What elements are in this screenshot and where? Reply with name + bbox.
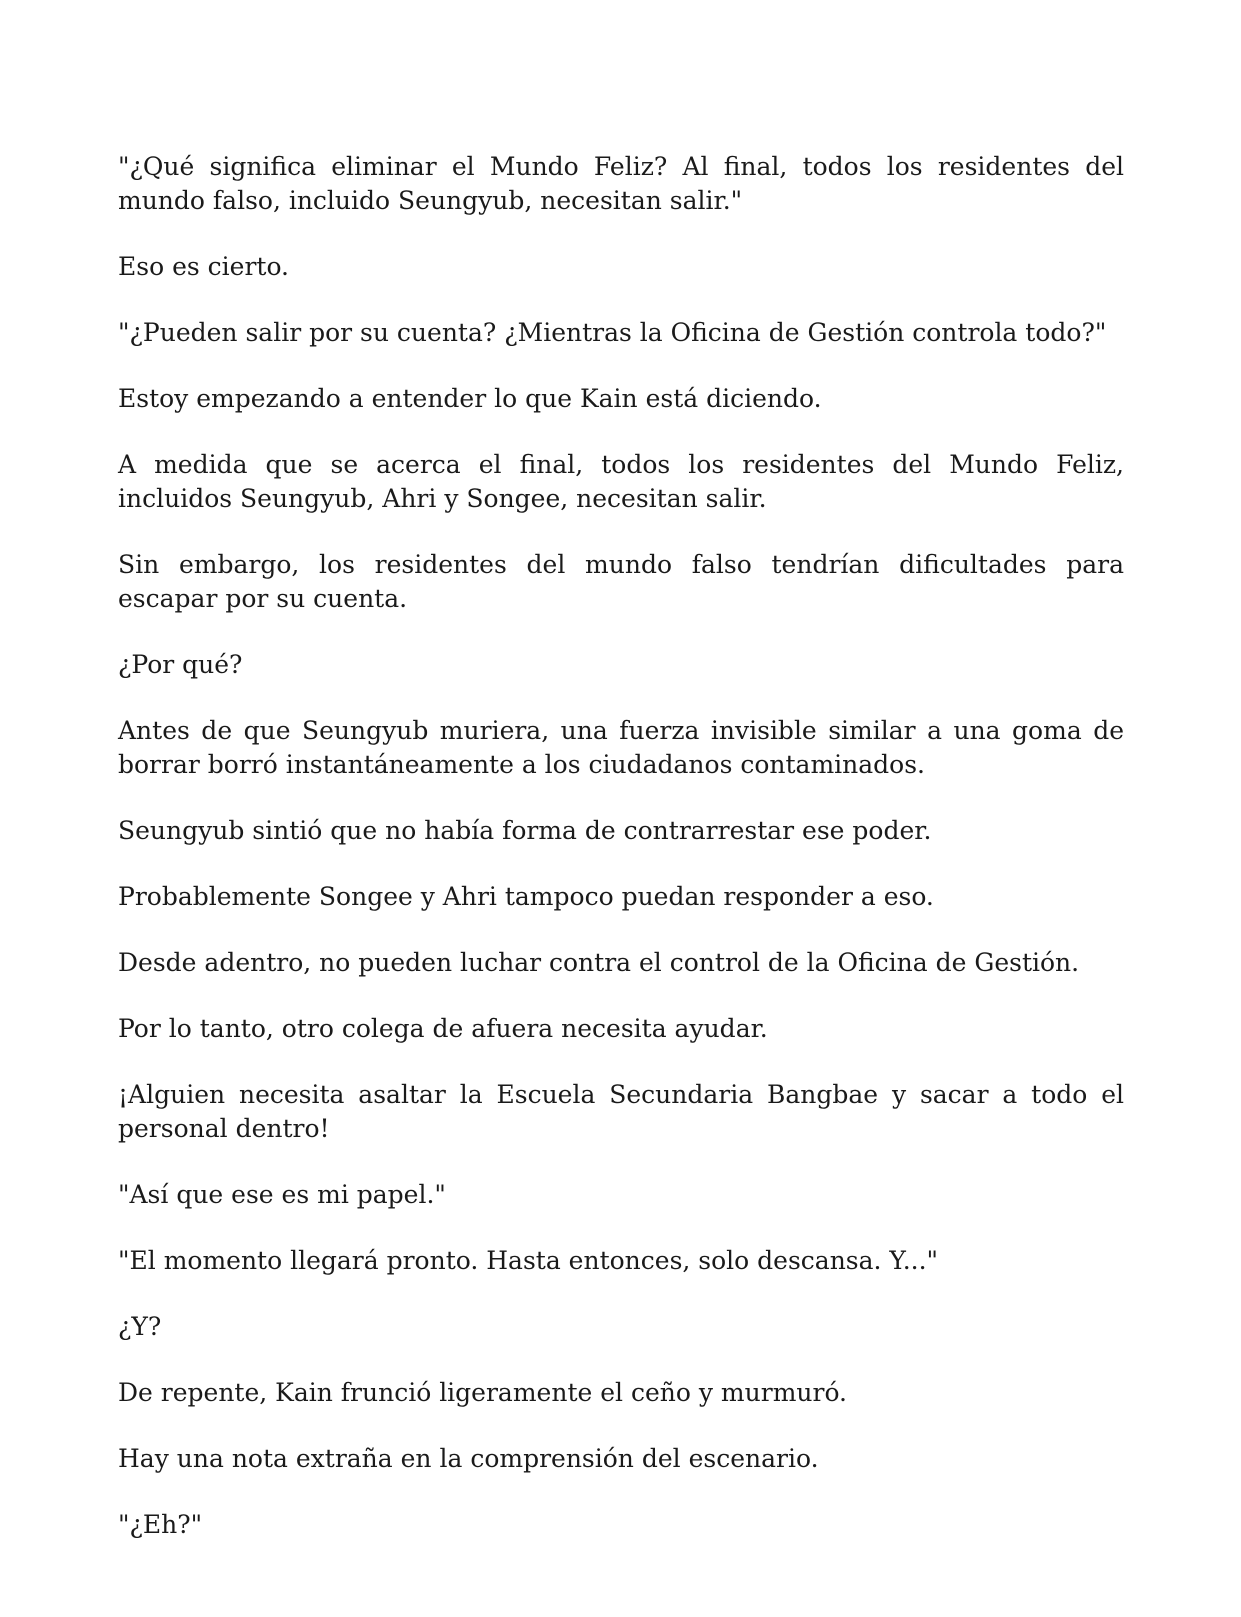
paragraph: ¿Y? [118, 1312, 162, 1341]
paragraph: Probablemente Songee y Ahri tampoco puedan responder a eso. [118, 882, 934, 911]
paragraph: Antes de que Seungyub muriera, una fuerza invisible similar a una goma de borrar borró instantáneamente a los ciudadanos contaminados. [118, 716, 1124, 779]
paragraph: Sin embargo, los residentes del mundo falso tendrían dificultades para escapar por su cuenta. [118, 550, 1124, 613]
paragraph: ¿Por qué? [118, 650, 243, 679]
paragraph: Estoy empezando a entender lo que Kain está diciendo. [118, 384, 822, 413]
paragraph: "¿Eh?" [118, 1510, 203, 1539]
paragraph: Hay una nota extraña en la comprensión del escenario. [118, 1444, 819, 1473]
paragraph: "¿Qué significa eliminar el Mundo Feliz? Al final, todos los residentes del mundo falso, incluido Seungyub, necesitan salir." [118, 152, 1124, 215]
document-body [118, 150, 1124, 1574]
paragraph: "¿Pueden salir por su cuenta? ¿Mientras la Oficina de Gestión controla todo?" [118, 318, 1107, 347]
paragraph: ¡Alguien necesita asaltar la Escuela Secundaria Bangbae y sacar a todo el personal dentro! [118, 1080, 1124, 1143]
paragraph: "El momento llegará pronto. Hasta entonces, solo descansa. Y..." [118, 1246, 939, 1275]
paragraph: Por lo tanto, otro colega de afuera necesita ayudar. [118, 1014, 768, 1043]
paragraph: A medida que se acerca el final, todos los residentes del Mundo Feliz, incluidos Seungyub, Ahri y Songee, necesitan salir. [118, 450, 1124, 513]
paragraph: De repente, Kain frunció ligeramente el ceño y murmuró. [118, 1378, 848, 1407]
paragraph: "Así que ese es mi papel." [118, 1180, 446, 1209]
paragraph: Seungyub sintió que no había forma de contrarrestar ese poder. [118, 816, 932, 845]
paragraph: Eso es cierto. [118, 252, 289, 281]
paragraph: Desde adentro, no pueden luchar contra el control de la Oficina de Gestión. [118, 948, 1080, 977]
